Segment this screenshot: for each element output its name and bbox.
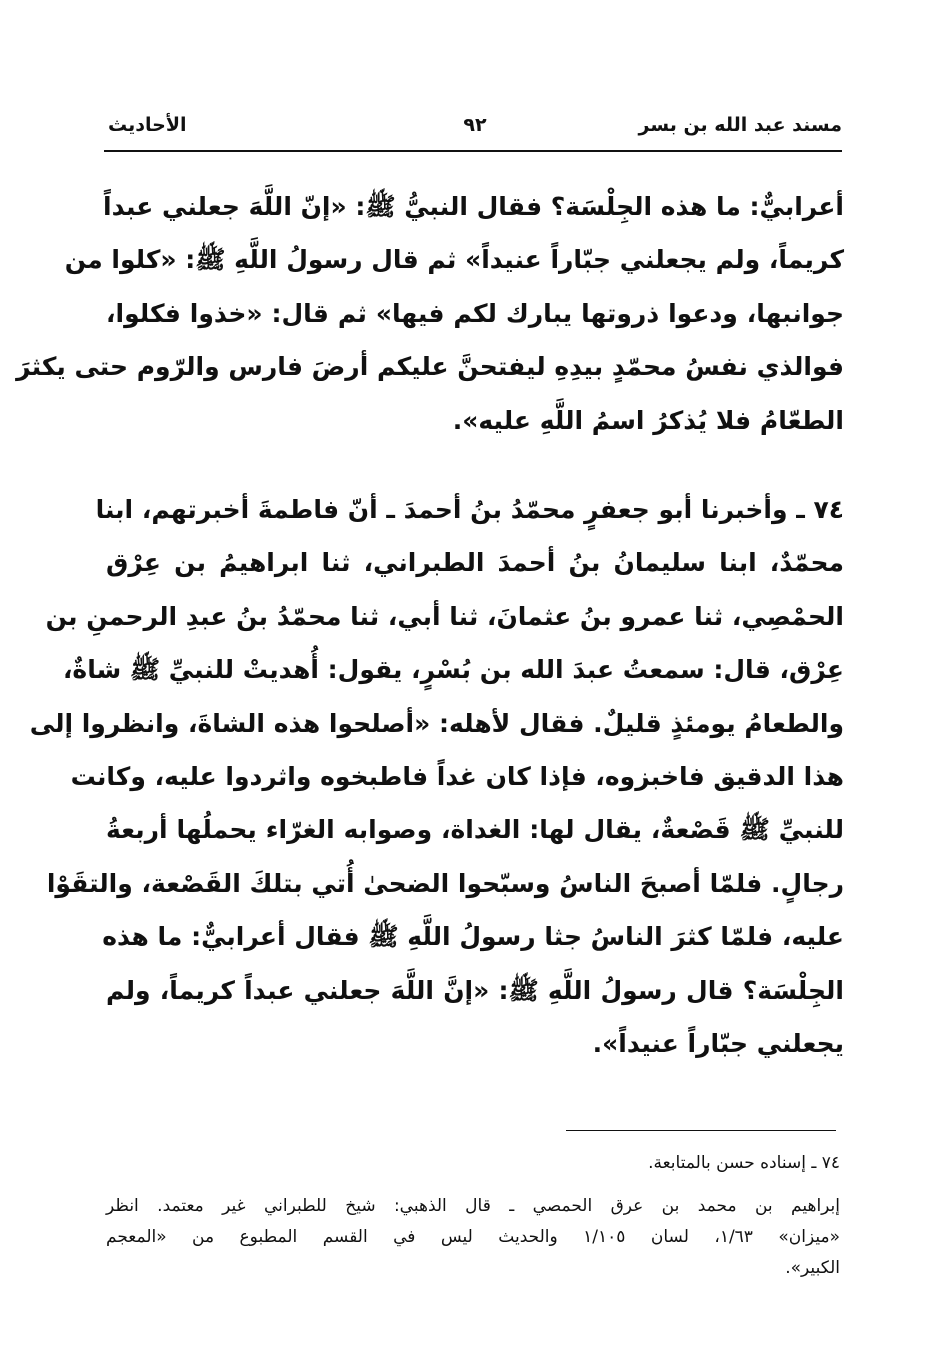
page-number: ٩٢ [463,114,487,136]
text-line: عليه، فلمّا كثرَ الناسُ جثا رسولُ اللَّهِ ﷺ فقال أعرابيٌّ: ما هذه [102,922,844,952]
text-line: للنبيِّ ﷺ قَصْعةٌ، يقال لها: الغداة، وصوابه الغرّاء يحملُها أربعةُ [106,815,844,845]
hadith-continuation [16,180,844,447]
text-line: هذا الدقيق فاخبزوه، فإذا كان غداً فاطبخوه واثردوا عليه، وكانت [70,761,844,791]
text-line: كريماً، ولم يجعلني جبّاراً عنيداً» ثم قال رسولُ اللَّهِ ﷺ: «كلوا من [64,245,844,275]
hadith-74 [29,483,844,1070]
book-title: مسند عبد الله بن بسر [638,114,842,136]
text-line: الحمْصِي، ثنا عمرو بنُ عثمانَ، ثنا أبي، ثنا محمّدُ بنُ عبدِ الرحمنِ بن [45,601,844,631]
footnote-line: الكبير». [785,1258,840,1278]
text-line: الطعّامُ فلا يُذكرُ اسمُ اللَّهِ عليه». [452,405,844,435]
footnote-line: إبراهيم بن محمد بن عرق الحمصي ـ قال الذهبي: شيخ للطبراني غير معتمد. انظر [106,1196,840,1216]
footnote-line: ٧٤ ـ إسناده حسن بالمتابعة. [648,1153,840,1173]
footnote-line: «ميزان» ١/٦٣، لسان ١/١٠٥ والحديث ليس في القسم المطبوع من «المعجم [106,1227,841,1247]
text-line: ٧٤ ـ وأخبرنا أبو جعفرٍ محمّدُ بنُ أحمدَ ـ أنّ فاطمةَ أخبرتهم، ابنا [95,495,844,524]
text-line: رجالٍ. فلمّا أصبحَ الناسُ وسبّحوا الضحىٰ أُتي بتلكَ القَصْعة، والتقَوْا [46,868,844,898]
text-line: الجِلْسَة؟ قال رسولُ اللَّهِ ﷺ: «إنَّ اللَّهَ جعلني عبداً كريماً، ولم [106,975,844,1005]
header-divider [104,150,842,152]
text-line: فوالذي نفسُ محمّدٍ بيدِهِ ليفتحنَّ عليكم أرضَ فارس والرّوم حتى يكثرَ [16,352,844,382]
running-header [108,114,842,150]
text-line: عِرْق، قال: سمعتُ عبدَ الله بن بُسْرٍ، يقول: أُهديتْ للنبيِّ ﷺ شاةٌ، [62,655,844,685]
footnotes [106,1148,840,1284]
text-line: يجعلني جبّاراً عنيداً». [592,1028,844,1058]
footnote-divider [566,1130,836,1131]
text-line: والطعامُ يومئذٍ قليلٌ. فقال لأهله: «أصلحوا هذه الشاةَ، وانظروا إلى [29,708,844,738]
section-title: الأحاديث [108,114,187,136]
text-line: محمّدٌ، ابنا سليمانُ بنُ أحمدَ الطبراني، ثنا ابراهيمُ بن عِرْق [106,548,844,578]
text-line: جوانبها، ودعوا ذروتها يبارك لكم فيها» ثم قال: «خذوا فكلوا، [106,298,844,328]
text-line: أعرابيٌّ: ما هذه الجِلْسَة؟ فقال النبيُّ ﷺ: «إنّ اللَّهَ جعلني عبداً [103,192,844,221]
